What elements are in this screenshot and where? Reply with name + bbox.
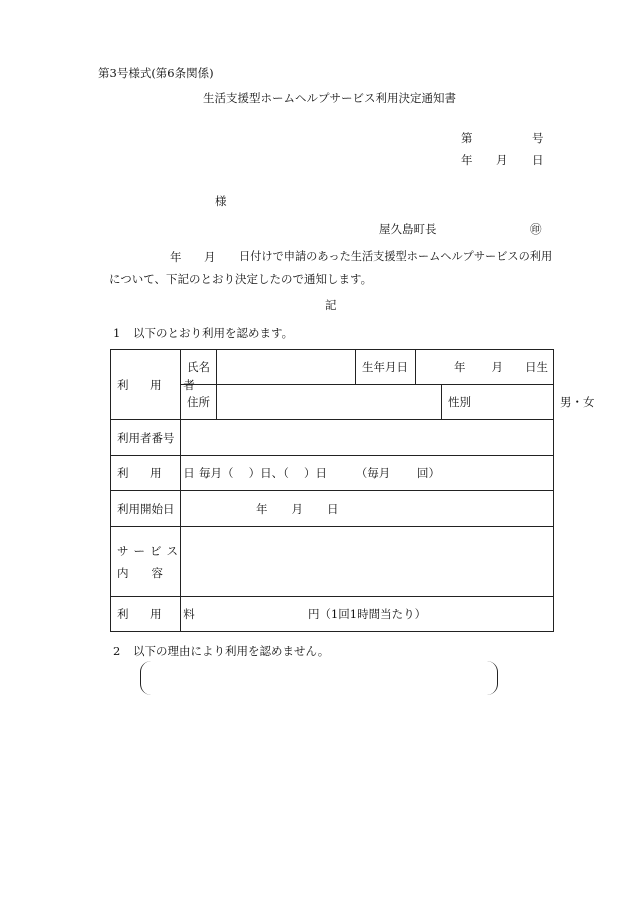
birth-year: 年 xyxy=(454,360,466,374)
service-label-line1: サービス xyxy=(117,543,183,558)
intro-text: 日付けで申請のあった生活支援型ホームヘルプサービスの利用 xyxy=(239,250,553,263)
user-number-label: 利用者番号 xyxy=(111,420,181,456)
birth-field[interactable] xyxy=(416,350,554,385)
section2-text: 以下の理由により利用を認めません。 xyxy=(133,644,330,658)
address-field[interactable] xyxy=(217,385,442,420)
doc-number-prefix: 第 xyxy=(461,131,473,145)
user-label: 利 用 者 xyxy=(111,350,181,420)
usage-day-value[interactable]: 毎月（ ）日、（ ）日 （毎月 回） xyxy=(181,456,554,491)
birth-label: 生年月日 xyxy=(356,350,416,385)
address-label: 住所 xyxy=(181,385,217,420)
name-field[interactable] xyxy=(217,350,356,385)
service-content-field[interactable] xyxy=(181,527,554,597)
date-day: 日 xyxy=(532,153,544,167)
fee-value[interactable]: 円（1回1時間当たり） xyxy=(181,597,554,632)
document-title: 生活支援型ホームヘルプサービス利用決定通知書 xyxy=(203,91,456,105)
doc-number-suffix: 号 xyxy=(532,131,544,145)
birth-day: 日生 xyxy=(525,360,548,374)
usage-day-label: 利 用 日 xyxy=(111,456,181,491)
reason-bracket-right xyxy=(487,661,498,695)
section1-text: 以下のとおり利用を認めます。 xyxy=(133,326,294,340)
issuer-name: 屋久島町長 xyxy=(379,222,437,236)
intro-year: 年 xyxy=(170,250,182,264)
date-month: 月 xyxy=(496,153,508,167)
form-number: 第3号様式(第6条関係) xyxy=(98,66,214,80)
sex-label: 性別 xyxy=(442,385,554,420)
usage-form-table: 利 用 者 氏名 生年月日 年 月 日生 住所 性別 男・女 利用者番号 利 用 日 毎月（ ）日、（ ）日 （毎月 回） 利用開始日 年 月 日 サービス 内 容 利 用 料 円（1回1時間当たり） xyxy=(110,349,554,632)
user-number-field[interactable] xyxy=(181,420,554,456)
intro-month: 月 xyxy=(204,250,216,264)
date-year: 年 xyxy=(461,153,473,167)
issuer-seal: ㊞ xyxy=(530,222,542,236)
service-label xyxy=(111,527,181,597)
name-label: 氏名 xyxy=(181,350,217,385)
start-year: 年 xyxy=(256,501,268,516)
start-date-field[interactable] xyxy=(181,491,554,527)
start-date-label: 利用開始日 xyxy=(111,491,181,527)
service-label-line2: 内 容 xyxy=(117,565,163,580)
recipient-honorific: 様 xyxy=(215,194,227,208)
start-day: 日 xyxy=(327,501,339,516)
ki-heading: 記 xyxy=(325,298,337,312)
section2-number: 2 xyxy=(113,644,121,658)
intro-line-2: について、下記のとおり決定したので通知します。 xyxy=(109,272,373,286)
start-month: 月 xyxy=(291,501,303,516)
section1-number: 1 xyxy=(113,326,121,340)
birth-month: 月 xyxy=(491,360,503,374)
fee-label: 利 用 料 xyxy=(111,597,181,632)
reason-bracket-left xyxy=(140,661,151,695)
